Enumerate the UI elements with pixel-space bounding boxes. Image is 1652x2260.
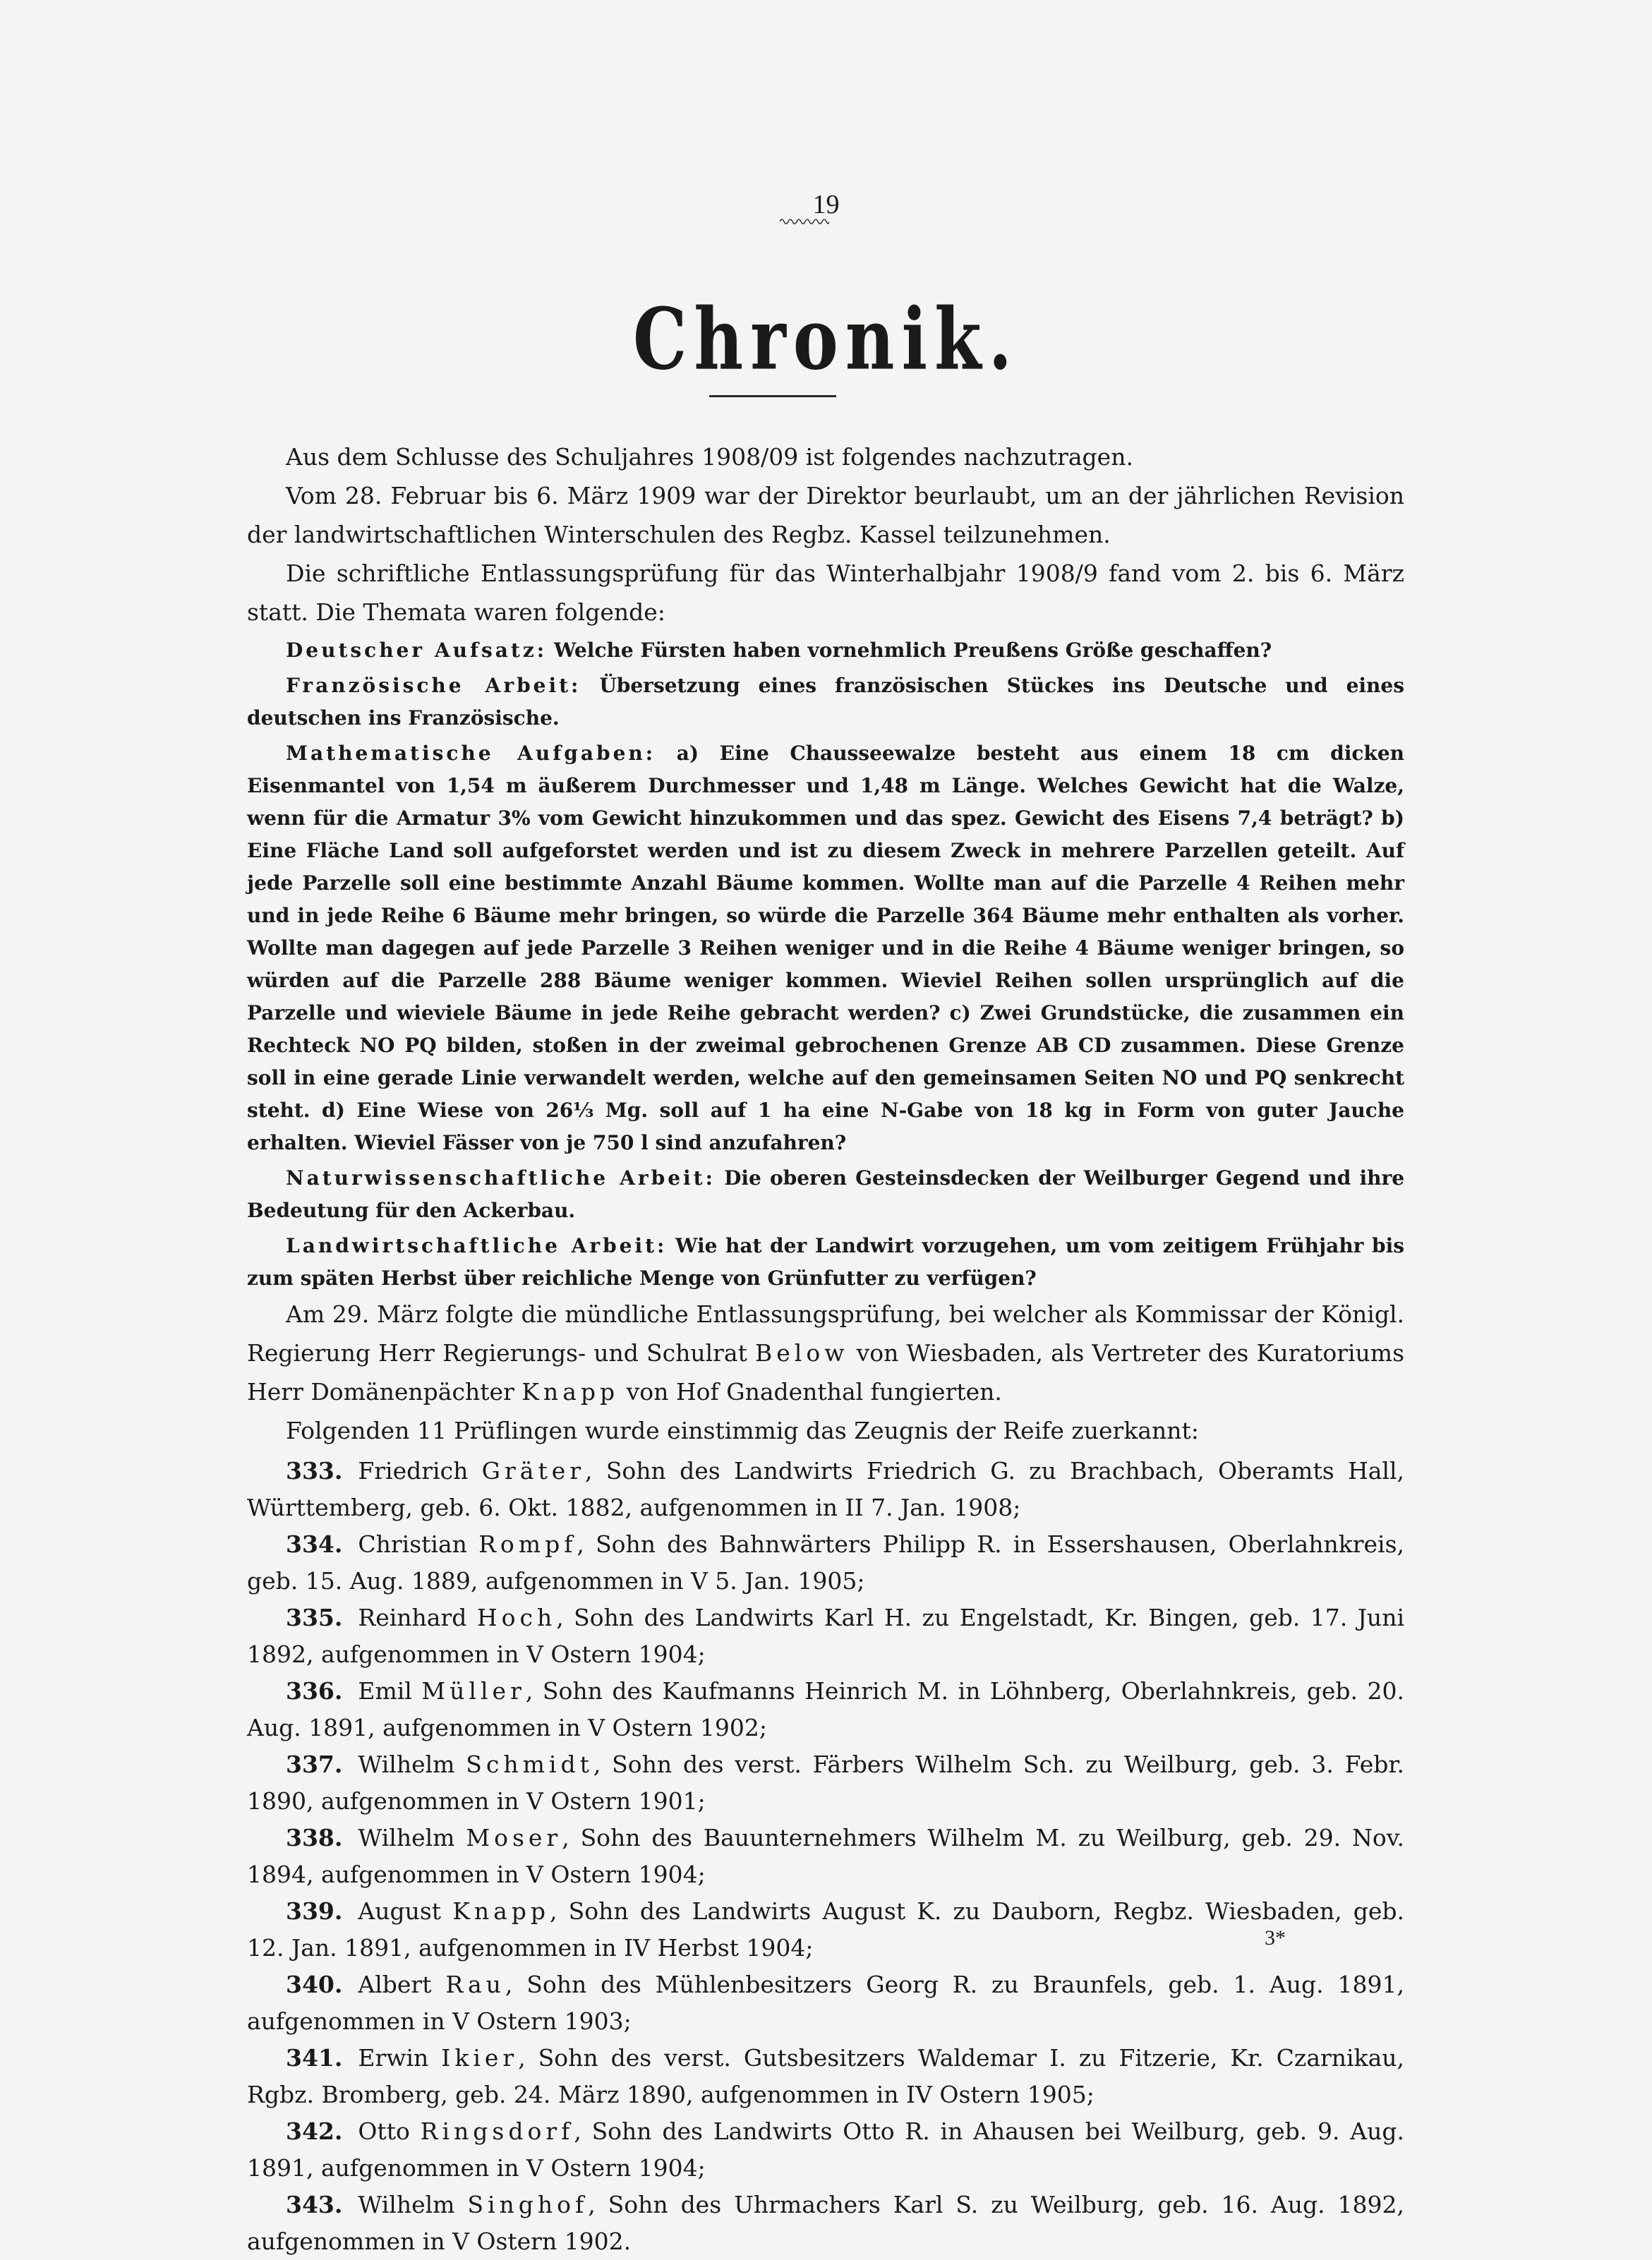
graduate-first-name: August	[358, 1897, 442, 1925]
graduate-number: 343.	[286, 2191, 343, 2218]
graduate-details: , Sohn des Bahnwärters Philipp R. in Essershausen, Oberlahnkreis, geb. 15. Aug. 1889, aufgenommen in V 5. Jan. 1905;	[247, 1530, 1404, 1595]
graduate-first-name: Reinhard	[358, 1604, 467, 1631]
graduate-number: 342.	[286, 2117, 343, 2145]
graduate-entry	[247, 1966, 1404, 2040]
graduate-details: , Sohn des Uhrmachers Karl S. zu Weilburg, geb. 16. Aug. 1892, aufgenommen in V Ostern 1902.	[247, 2191, 1404, 2255]
graduate-details: , Sohn des Landwirts Karl H. zu Engelstadt, Kr. Bingen, geb. 17. Juni 1892, aufgenommen in V Ostern 1904;	[247, 1604, 1404, 1668]
graduate-surname: Ringsdorf	[420, 2117, 574, 2145]
graduate-first-name: Wilhelm	[358, 1751, 455, 1778]
graduate-number: 336.	[286, 1677, 343, 1705]
curator-name: Knapp	[521, 1378, 620, 1406]
intro-paragraph-1: Aus dem Schlusse des Schuljahres 1908/09 ist folgendes nachzutragen.	[286, 443, 1133, 471]
graduate-details: , Sohn des verst. Färbers Wilhelm Sch. zu Weilburg, geb. 3. Febr. 1890, aufgenommen in V Ostern 1901;	[247, 1751, 1404, 1815]
graduate-first-name: Albert	[358, 1971, 432, 1998]
graduate-number: 338.	[286, 1824, 343, 1851]
graduate-entry	[247, 1600, 1404, 1673]
graduate-number: 337.	[286, 1751, 343, 1778]
graduate-entry	[247, 2113, 1404, 2187]
exam-subject: Naturwissenschaftliche Arbeit:	[286, 1166, 716, 1190]
exam-topic-agriculture	[247, 1230, 1404, 1295]
graduate-first-name: Wilhelm	[358, 1824, 455, 1851]
graduate-surname: Hoch	[476, 1604, 557, 1631]
graduate-surname: Ikier	[441, 2044, 519, 2072]
graduate-surname: Rompf	[478, 1530, 577, 1558]
graduate-surname: Moser	[466, 1824, 562, 1851]
graduate-details: , Sohn des Landwirts August K. zu Dauborn, Regbz. Wiesbaden, geb. 12. Jan. 1891, aufgenommen in IV Herbst 1904;	[247, 1897, 1404, 1962]
graduate-entry	[247, 2040, 1404, 2113]
exam-text: Welche Fürsten haben vornehmlich Preußens Größe geschaffen?	[553, 639, 1272, 662]
graduate-details: , Sohn des verst. Gutsbesitzers Waldemar I. zu Fitzerie, Kr. Czarnikau, Rgbz. Bromberg, geb. 24. März 1890, aufgenommen in IV Ostern 1905;	[247, 2044, 1404, 2108]
graduate-details: , Sohn des Mühlenbesitzers Georg R. zu Braunfels, geb. 1. Aug. 1891, aufgenommen in V Ostern 1903;	[247, 1971, 1404, 2035]
graduate-details: , Sohn des Landwirts Otto R. in Ahausen bei Weilburg, geb. 9. Aug. 1891, aufgenommen in V Ostern 1904;	[247, 2117, 1404, 2182]
signature-mark: 3*	[1265, 1926, 1286, 1950]
graduate-entry	[247, 1526, 1404, 1600]
graduate-number: 340.	[286, 1971, 343, 1998]
exam-subject: Mathematische Aufgaben:	[286, 742, 656, 765]
exam-subject: Französische Arbeit:	[286, 674, 581, 697]
intro-paragraph-3: Die schriftliche Entlassungsprüfung für das Winterhalbjahr 1908/9 fand vom 2. bis 6. März statt. Die Themata waren folgende:	[247, 560, 1404, 626]
exam-topic-natural-science	[247, 1162, 1404, 1227]
graduate-surname: Gräter	[481, 1457, 586, 1485]
oral-exam-text: von Hof Gnadenthal fungierten.	[626, 1378, 1002, 1406]
graduate-first-name: Friedrich	[358, 1457, 469, 1485]
decorative-wavy-rule	[780, 217, 829, 226]
graduate-surname: Rau	[445, 1971, 505, 1998]
chapter-title: Chronik.	[632, 289, 1019, 389]
graduate-number: 341.	[286, 2044, 343, 2072]
exam-topic-german	[247, 634, 1404, 667]
oral-exam-text: Am 29. März folgte die mündliche Entlassungsprüfung, bei welcher als Kommissar der Königl. Regierung Herr Regierungs- und Schulrat	[247, 1300, 1404, 1367]
exam-text: Übersetzung eines französischen Stückes ins Deutsche und eines deutschen ins Französische.	[247, 674, 1404, 730]
page-number: 19	[812, 190, 840, 219]
exam-text: Die oberen Gesteinsdecken der Weilburger Gegend und ihre Bedeutung für den Ackerbau.	[247, 1166, 1405, 1222]
exam-topic-french	[247, 670, 1404, 735]
graduates-list	[247, 1453, 1404, 2260]
exam-topic-mathematics	[247, 737, 1404, 1159]
exam-text: a) Eine Chausseewalze besteht aus einem 18 cm dicken Eisenmantel von 1,54 m äußerem Durchmesser und 1,48 m Länge. Welches Gewicht hat die Walze, wenn für die Armatur 3% vom Gewicht hinzukommen und das spez. Gewicht des Eisens 7,4 beträgt? b) Eine Fläche Land soll aufgeforstet werden und ist zu diesem Zweck in mehrere Parzellen geteilt. Auf jede Parzelle soll eine bestimmte Anzahl Bäume kommen. Wollte man auf die Parzelle 4 Reihen mehr und in jede Reihe 6 Bäume mehr bringen, so würde die Parzelle 364 Bäume mehr enthalten als vorher. Wollte man dagegen auf jede Parzelle 3 Reihen weniger und in die Reihe 4 Bäume weniger bringen, so würden auf die Parzelle 288 Bäume weniger kommen. Wieviel Reihen sollen ursprünglich auf die Parzelle und wieviele Bäume in jede Reihe gebracht werden? c) Zwei Grundstücke, die zusammen ein Rechteck NO PQ bilden, stoßen in der zweimal gebrochenen Grenze AB CD zusammen. Diese Grenze soll in eine gerade Linie verwandelt werden, welche auf den gemeinsamen Seiten NO und PQ senkrecht steht. d) Eine Wiese von 26⅓ Mg. soll auf 1 ha eine N-Gabe von 18 kg in Form von guter Jauche erhalten. Wieviel Fässer von je 750 l sind anzufahren?	[247, 742, 1405, 1154]
exam-text: Wie hat der Landwirt vorzugehen, um vom zeitigem Frühjahr bis zum späten Herbst über reichliche Menge von Grünfutter zu verfügen?	[247, 1234, 1405, 1290]
oral-exam-text: von Wiesbaden, als Vertreter des Kuratoriums Herr Domänenpächter	[247, 1339, 1405, 1406]
graduate-number: 334.	[286, 1530, 343, 1558]
graduate-number: 335.	[286, 1604, 343, 1631]
graduate-surname: Singhof	[467, 2191, 589, 2218]
graduate-surname: Müller	[421, 1677, 526, 1705]
graduate-surname: Knapp	[452, 1897, 550, 1925]
title-rule	[709, 395, 836, 397]
graduate-first-name: Otto	[358, 2117, 410, 2145]
exam-subject: Landwirtschaftliche Arbeit:	[286, 1234, 668, 1257]
graduate-details: , Sohn des Landwirts Friedrich G. zu Brachbach, Oberamts Hall, Württemberg, geb. 6. Okt. 1882, aufgenommen in II 7. Jan. 1908;	[247, 1457, 1404, 1521]
graduate-first-name: Erwin	[358, 2044, 429, 2072]
graduate-entry	[247, 1820, 1404, 1893]
graduate-details: , Sohn des Kaufmanns Heinrich M. in Löhnberg, Oberlahnkreis, geb. 20. Aug. 1891, aufgenommen in V Ostern 1902;	[247, 1677, 1404, 1741]
graduate-first-name: Emil	[358, 1677, 412, 1705]
graduate-entry	[247, 1453, 1404, 1526]
graduate-number: 333.	[286, 1457, 343, 1485]
graduate-entry	[247, 1893, 1404, 1966]
graduate-entry	[247, 2187, 1404, 2260]
oral-exam-paragraph	[247, 1295, 1404, 1411]
graduates-intro: Folgenden 11 Prüflingen wurde einstimmig das Zeugnis der Reife zuerkannt:	[286, 1417, 1199, 1444]
graduate-first-name: Christian	[358, 1530, 467, 1558]
graduate-number: 339.	[286, 1897, 343, 1925]
graduate-entry	[247, 1746, 1404, 1820]
document-body	[247, 437, 1404, 2260]
graduate-surname: Schmidt	[466, 1751, 593, 1778]
exam-subject: Deutscher Aufsatz:	[286, 639, 548, 662]
graduate-first-name: Wilhelm	[358, 2191, 455, 2218]
graduate-details: , Sohn des Bauunternehmers Wilhelm M. zu Weilburg, geb. 29. Nov. 1894, aufgenommen in V Ostern 1904;	[247, 1824, 1404, 1888]
commissioner-name: Below	[755, 1339, 849, 1367]
intro-paragraph-2: Vom 28. Februar bis 6. März 1909 war der Direktor beurlaubt, um an der jährlichen Revision der landwirtschaftlichen Winterschulen des Regbz. Kassel teilzunehmen.	[247, 482, 1404, 548]
graduate-entry	[247, 1673, 1404, 1746]
